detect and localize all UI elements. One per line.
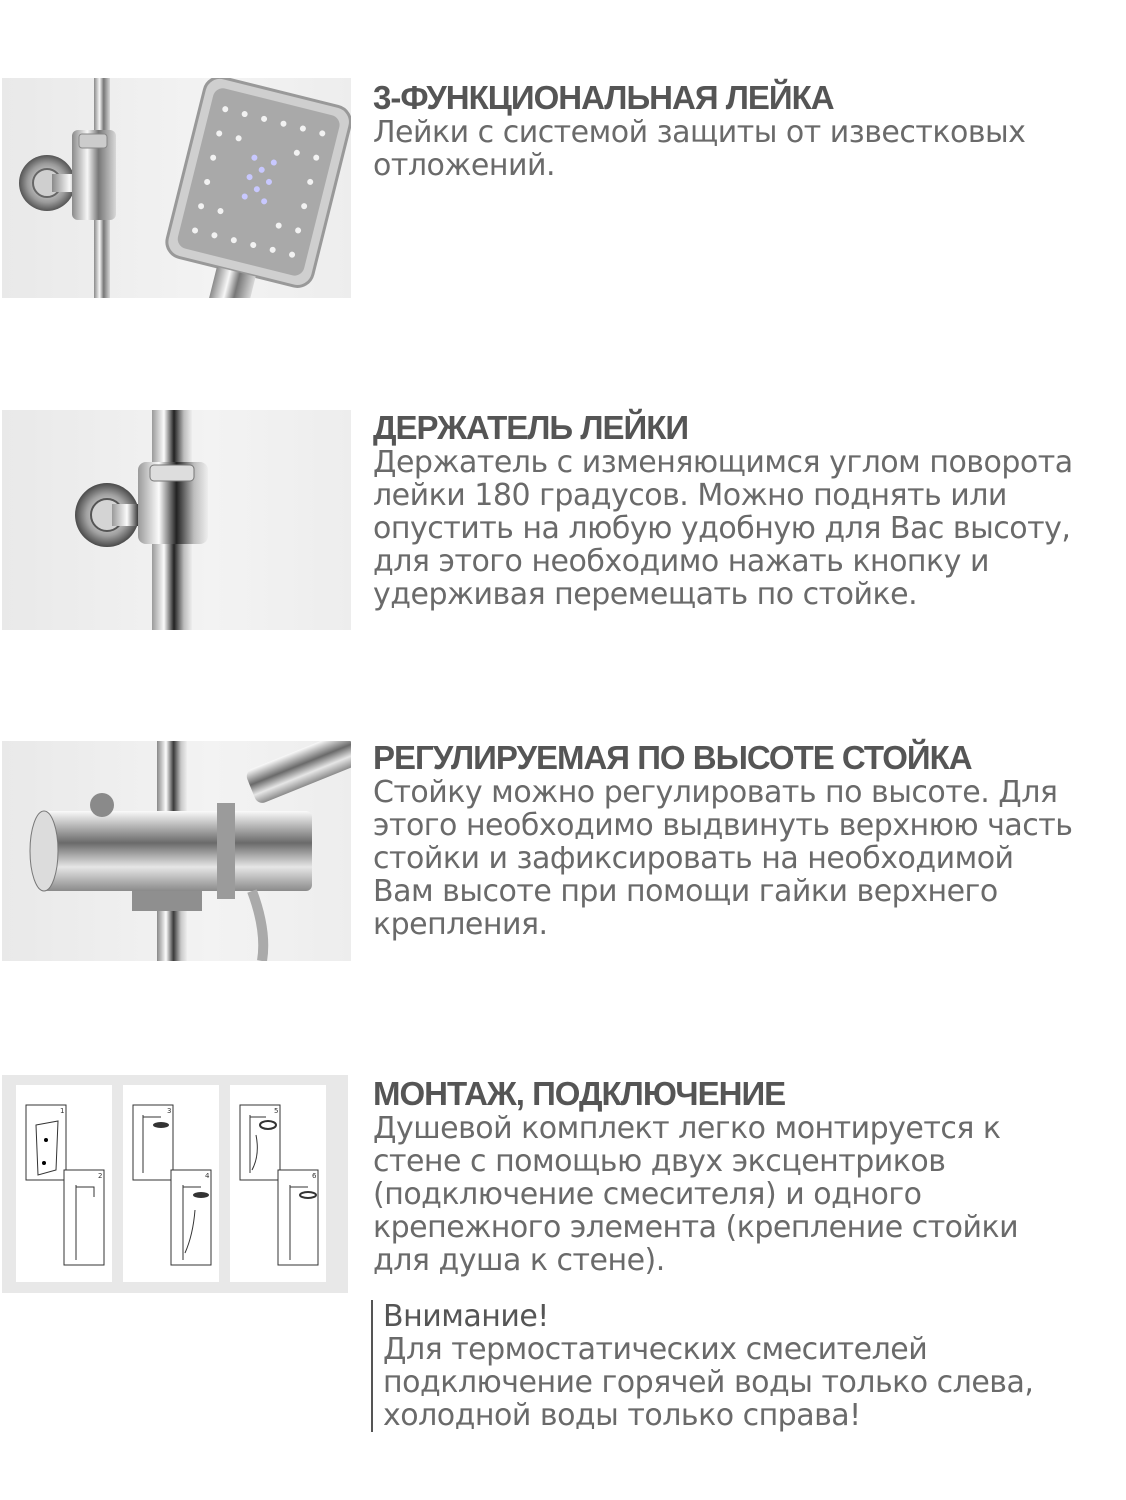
- hand-shower-photo: [2, 78, 351, 298]
- section-description: Душевой комплект легко монтируется к стене с помощью двух эксцентриков (подключение смесителя) и одного крепежного элемента (крепление стойки для душа к стене).: [373, 1111, 1019, 1278]
- diagram-step-5: 5: [274, 1107, 279, 1115]
- holder-photo: [2, 410, 351, 630]
- diagram-panel: [123, 1085, 219, 1282]
- diagram-step-1: 1: [60, 1107, 65, 1115]
- diagram-panel: [16, 1085, 112, 1282]
- section-title: 3-ФУНКЦИОНАЛЬНАЯ ЛЕЙКА: [373, 79, 834, 116]
- diagram-panel: [230, 1085, 326, 1282]
- attention-note: [371, 1300, 1123, 1432]
- section-title: ДЕРЖАТЕЛЬ ЛЕЙКИ: [373, 409, 689, 446]
- section-title: РЕГУЛИРУЕМАЯ ПО ВЫСОТЕ СТОЙКА: [373, 739, 972, 776]
- diagram-step-6: 6: [312, 1172, 317, 1180]
- section-description: Лейки с системой защиты от известковых отложений.: [373, 115, 1026, 183]
- note-title: Внимание!: [383, 1299, 549, 1334]
- installation-diagram: [2, 1075, 348, 1293]
- adjustable-rail-photo: [2, 741, 351, 961]
- section-title: МОНТАЖ, ПОДКЛЮЧЕНИЕ: [373, 1075, 786, 1112]
- section-description: Стойку можно регулировать по высоте. Для этого необходимо выдвинуть верхнюю часть стойки и зафиксировать на необходимой Вам высоте при помощи гайки верхнего крепления.: [373, 775, 1073, 942]
- section-description: Держатель с изменяющимся углом поворота лейки 180 градусов. Можно поднять или опустить на любую удобную для Вас высоту, для этого необходимо нажать кнопку и удерживая перемещать по стойке.: [373, 445, 1073, 612]
- diagram-step-2: 2: [98, 1172, 103, 1180]
- note-body: Для термостатических смесителей подключение горячей воды только слева, холодной воды только справа!: [383, 1332, 1034, 1433]
- diagram-step-4: 4: [205, 1172, 210, 1180]
- diagram-step-3: 3: [167, 1107, 172, 1115]
